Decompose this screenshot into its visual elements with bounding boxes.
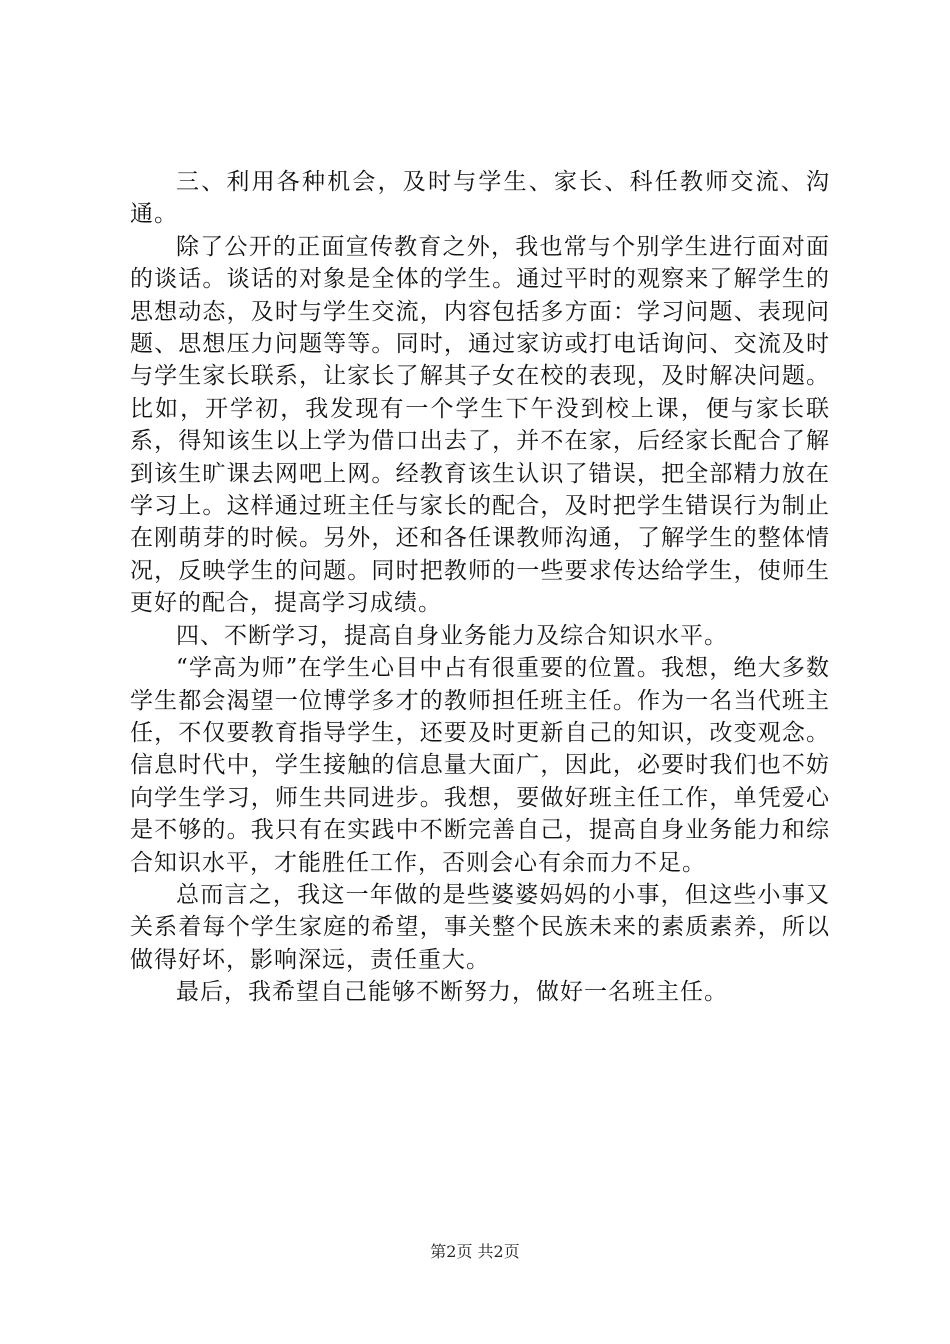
paragraph: 总而言之，我这一年做的是些婆婆妈妈的小事，但这些小事又关系着每个学生家庭的希望，事关整个民族未来的素质素养，所以做得好坏，影响深远，责任重大。 [130, 881, 830, 973]
page-number-footer: 第2页 共2页 [430, 1242, 520, 1261]
document-body [130, 166, 830, 1009]
paragraph: 最后，我希望自己能够不断努力，做好一名班主任。 [176, 979, 728, 1006]
paragraph: 除了公开的正面宣传教育之外，我也常与个别学生进行面对面的谈话。谈话的对象是全体的学生。通过平时的观察来了解学生的思想动态，及时与学生交流，内容包括多方面：学习问题、表现问题、思想压力问题等等。同时，通过家访或打电话询问、交流及时与学生家长联系，让家长了解其子女在校的表现，及时解决问题。比如，开学初，我发现有一个学生下午没到校上课，便与家长联系，得知该生以上学为借口出去了，并不在家，后经家长配合了解到该生旷课去网吧上网。经教育该生认识了错误，把全部精力放在学习上。这样通过班主任与家长的配合，及时把学生错误行为制止在刚萌芽的时候。另外，还和各任课教师沟通，了解学生的整体情况，反映学生的问题。同时把教师的一些要求传达给学生，使师生更好的配合，提高学习成绩。 [130, 233, 830, 617]
paragraph-heading-4: 四、不断学习，提高自身业务能力及综合知识水平。 [176, 622, 728, 649]
paragraph: “学高为师”在学生心目中占有很重要的位置。我想，绝大多数学生都会渴望一位博学多才的教师担任班主任。作为一名当代班主任，不仅要教育指导学生，还要及时更新自己的知识，改变观念。信息时代中，学生接触的信息量大面广，因此，必要时我们也不妨向学生学习，师生共同进步。我想，要做好班主任工作，单凭爱心是不够的。我只有在实践中不断完善自己，提高自身业务能力和综合知识水平，才能胜任工作，否则会心有余而力不足。 [130, 655, 830, 876]
paragraph-heading-3: 三、利用各种机会，及时与学生、家长、科任教师交流、沟通。 [130, 169, 830, 228]
